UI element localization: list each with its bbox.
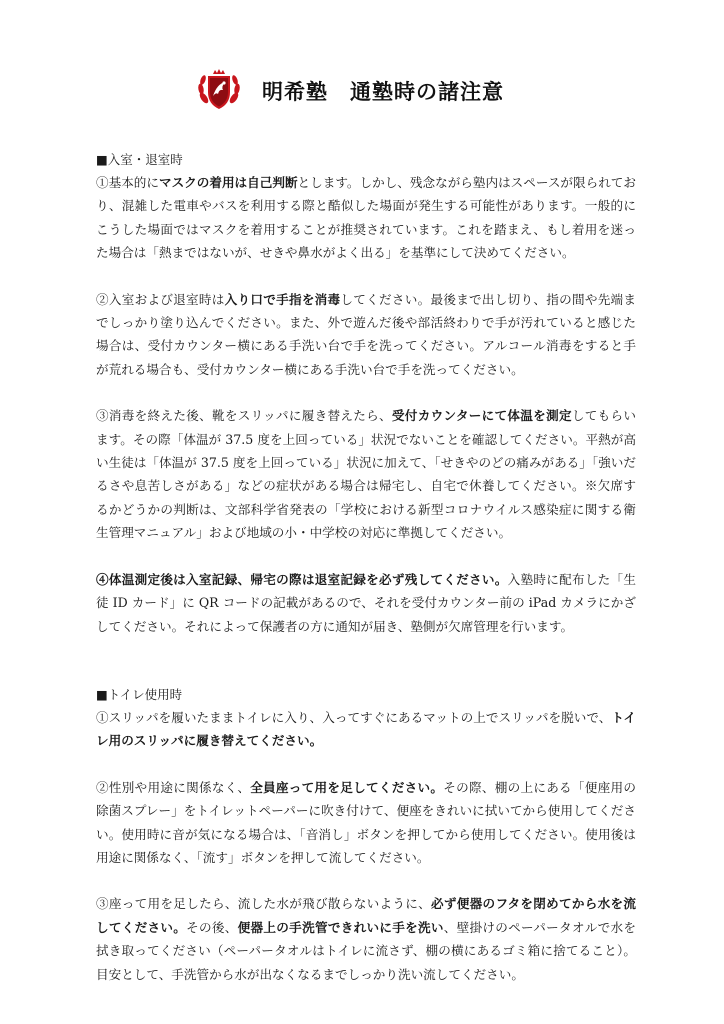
- paragraph: [96, 568, 636, 638]
- emphasis-text: 受付カウンターにて体温を測定: [391, 408, 572, 424]
- paragraph-spacer: [96, 869, 636, 892]
- emphasis-text: ④体温測定後は入室記録、帰宅の際は退室記録を必ず残してください。: [96, 571, 508, 587]
- paragraph: [96, 776, 636, 870]
- body-text: その際、棚の上にある「便座用の除菌スプレー」をトイレットペーパーに吹き付けて、便座をきれいに拭いてから使用してください。使用時に音が気になる場合は、「音消し」ボタンを押してから使用してください。使用後は用途に関係なく、「流す」ボタンを押して流してください。: [96, 779, 637, 865]
- body-text: ③消毒を終えた後、靴をスリッパに履き替えたら、: [96, 408, 392, 424]
- document-body: [96, 149, 636, 986]
- section: [96, 684, 636, 986]
- emphasis-text: トイレ用のスリッパに履き替えてください。: [96, 709, 636, 749]
- body-text: ②性別や用途に関係なく、: [96, 779, 251, 795]
- paragraph: [96, 892, 636, 986]
- crest-phoenix-icon: [196, 68, 242, 112]
- paragraph: [96, 171, 636, 265]
- paragraph-spacer: [96, 753, 636, 776]
- page-title: 明希塾 通塾時の諸注意: [262, 80, 504, 104]
- document-header: [0, 66, 724, 114]
- section-heading: ■入室・退室時: [96, 152, 183, 167]
- paragraph-spacer: [96, 265, 636, 288]
- paragraph-spacer: [96, 381, 636, 404]
- body-text: ①スリッパを履いたままトイレに入り、入ってすぐにあるマットの上でスリッパを脱いで、: [96, 709, 612, 725]
- emphasis-text: マスクの着用は自己判断: [158, 175, 298, 190]
- emphasis-text: 便器上の手洗管できれいに手を洗い: [237, 919, 444, 935]
- body-text: その後、: [186, 919, 238, 935]
- paragraph: [96, 288, 636, 382]
- emphasis-text: 必ず便器のフタを閉めてから水を流してください。: [96, 896, 637, 935]
- paragraph: [96, 404, 636, 544]
- body-text: 、壁掛けのペーパータオルで水を拭き取ってください（ペーパータオルはトイレに流さず、棚の横にあるゴミ箱に捨てること）。目安として、手洗管から水が出なくなるまでしっかり洗い流してください。: [96, 919, 637, 982]
- body-text: してください。最後まで出し切り、指の間や先端までしっかり塗り込んでください。また、外で遊んだ後や部活終わりで手が汚れていると感じた場合は、受付カウンター横にある手洗い台で手を洗ってください。アルコール消毒をすると手が荒れる場合も、受付カウンター横にある手洗い台で手を洗ってください。: [96, 291, 637, 377]
- paragraph-spacer: [96, 545, 636, 568]
- body-text: とします。しかし、残念ながら塾内はスペースが限られており、混雑した電車やバスを利用する際と酷似した場面が発生する可能性があります。一般的にこうした場面ではマスクを着用することが推奨されています。これを踏まえ、もし着用を迷った場合は「熱まではないが、せきや鼻水がよく出る」を基準にして決めてください。: [96, 175, 636, 261]
- section: [96, 149, 636, 638]
- paragraph: [96, 706, 636, 753]
- section-spacer: [96, 638, 636, 684]
- body-text: ③座って用を足したら、流した水が飛び散らないように、: [96, 896, 432, 912]
- emphasis-text: 全員座って用を足してください。: [250, 779, 444, 795]
- body-text: ①基本的に: [96, 175, 159, 190]
- emphasis-text: 入り口で手指を消毒: [224, 291, 341, 307]
- body-text: 入塾時に配布した「生徒 ID カード」に QR コードの記載があるので、それを受付カウンター前の iPad カメラにかざしてください。それによって保護者の方に通知が届き、塾側が欠席管理を行います。: [96, 571, 637, 634]
- body-text: してもらいます。その際「体温が 37.5 度を上回っている」状況でないことを確認してください。平熱が高い生徒は「体温が 37.5 度を上回っている」状況に加えて、「せきやのどの痛みがある」「強いだるさや息苦しさがある」などの症状がある場合は帰宅し、自宅で休養してください。※欠席するかどうかの判断は、文部科学省発表の「学校における新型コロナウイルス感染症に関する衛生管理マニュアル」および地域の小・中学校の対応に準拠してください。: [96, 408, 637, 541]
- body-text: ②入室および退室時は: [96, 291, 225, 307]
- section-heading: ■トイレ使用時: [96, 686, 183, 702]
